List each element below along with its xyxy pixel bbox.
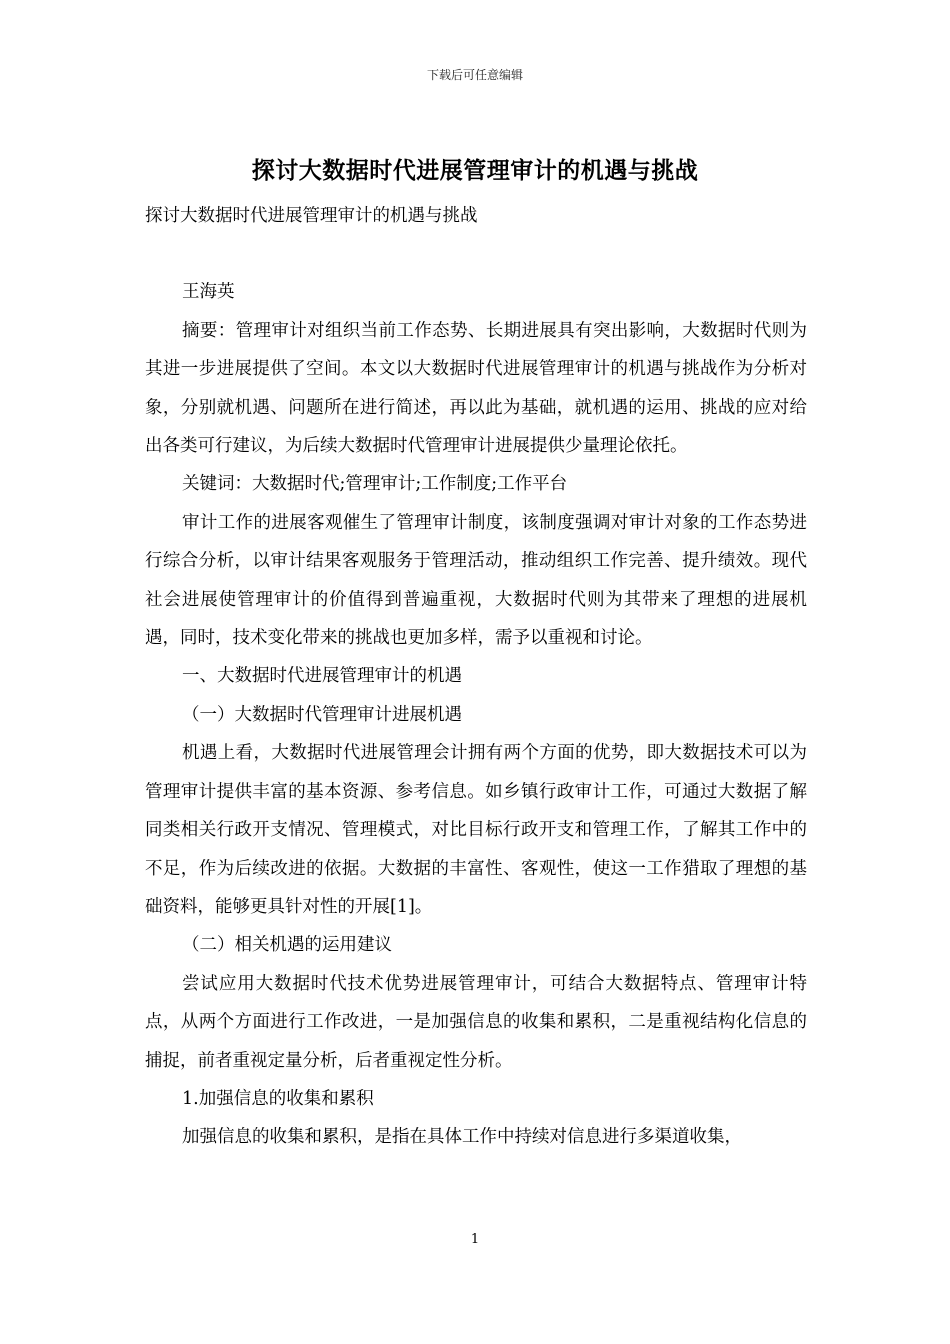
abstract-paragraph: 摘要：管理审计对组织当前工作态势、长期进展具有突出影响，大数据时代则为其进一步进展提供了空间。本文以大数据时代进展管理审计的机遇与挑战作为分析对象，分别就机遇、问题所在进行简述，再以此为基础，就机遇的运用、挑战的应对给出各类可行建议，为后续大数据时代管理审计进展提供少量理论依托。 bbox=[145, 320, 807, 457]
keywords: 关键词：大数据时代;管理审计;工作制度;工作平台 bbox=[182, 474, 568, 495]
document-title: 探讨大数据时代进展管理审计的机遇与挑战 bbox=[251, 157, 699, 184]
subtitle: 探讨大数据时代进展管理审计的机遇与挑战 bbox=[145, 206, 478, 226]
page-header: 下载后可任意编辑 bbox=[426, 68, 523, 82]
section-heading-1: 一、大数据时代进展管理审计的机遇 bbox=[182, 666, 462, 687]
body-paragraph-3: 加强信息的收集和累积，是指在具体工作中持续对信息进行多渠道收集， bbox=[182, 1127, 742, 1148]
body-paragraph-2: 尝试应用大数据时代技术优势进展管理审计，可结合大数据特点、管理审计特点，从两个方面进行工作改进，一是加强信息的收集和累积，二是重视结构化信息的捕捉，前者重视定量分析，后者重视定性分析。 bbox=[145, 973, 807, 1071]
author: 王海英 bbox=[182, 282, 235, 303]
document-body bbox=[145, 197, 807, 1157]
subsection-heading-1: （一）大数据时代管理审计进展机遇 bbox=[182, 704, 462, 725]
body-paragraph-1: 机遇上看，大数据时代进展管理会计拥有两个方面的优势，即大数据技术可以为管理审计提供丰富的基本资源、参考信息。如乡镇行政审计工作，可通过大数据了解同类相关行政开支情况、管理模式，对比目标行政开支和管理工作，了解其工作中的不足，作为后续改进的依据。大数据的丰富性、客观性，使这一工作猎取了理想的基础资料，能够更具针对性的开展[1]。 bbox=[145, 743, 807, 917]
page-number: 1 bbox=[470, 1232, 480, 1247]
item-heading-1: 1.加强信息的收集和累积 bbox=[182, 1088, 374, 1109]
subsection-heading-2: （二）相关机遇的运用建议 bbox=[182, 935, 392, 956]
intro-paragraph: 审计工作的进展客观催生了管理审计制度，该制度强调对审计对象的工作态势进行综合分析，以审计结果客观服务于管理活动，推动组织工作完善、提升绩效。现代社会进展使管理审计的价值得到普遍重视，大数据时代则为其带来了理想的进展机遇，同时，技术变化带来的挑战也更加多样，需予以重视和讨论。 bbox=[145, 512, 807, 649]
